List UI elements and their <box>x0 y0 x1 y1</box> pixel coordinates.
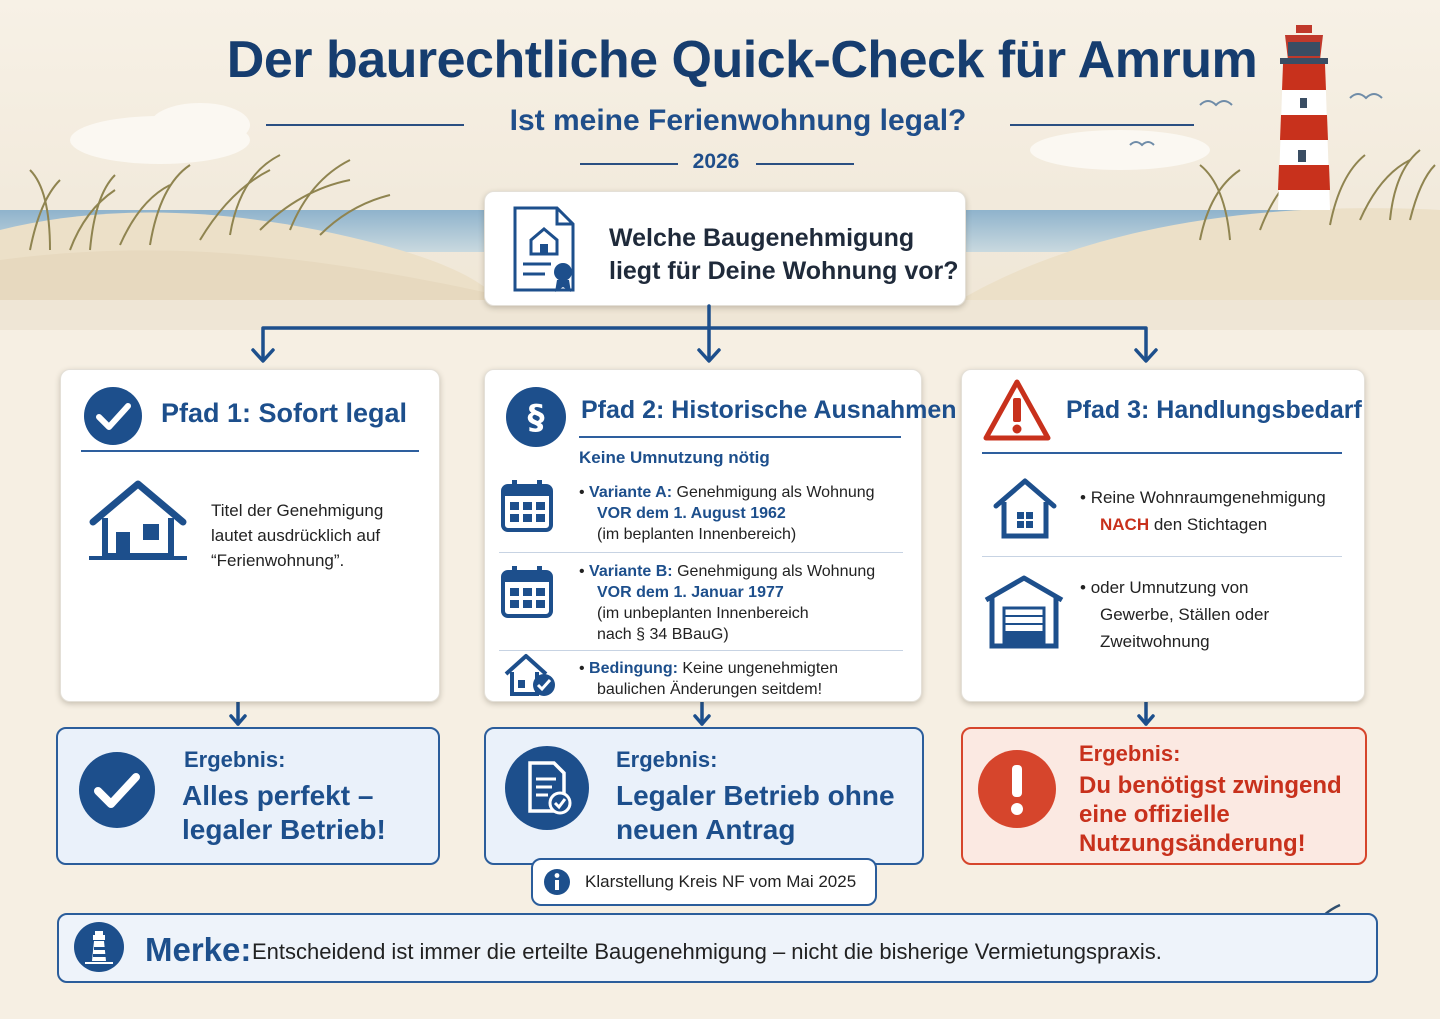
condition-text: Keine ungenehmigten <box>682 660 839 677</box>
divider <box>81 450 419 452</box>
house-check-icon <box>503 652 557 698</box>
variant-a-label: Variante A: <box>589 484 673 501</box>
divider <box>579 436 901 438</box>
warning-icon <box>982 378 1052 444</box>
bullet-text: Gewerbe, Ställen oder <box>1100 605 1270 624</box>
question-line: Welche Baugenehmigung <box>609 224 915 252</box>
path3-card <box>961 369 1365 702</box>
result-line: neuen Antrag <box>616 814 796 845</box>
result-label: Ergebnis: <box>616 747 718 772</box>
clarification-note <box>531 858 877 906</box>
divider <box>499 650 903 651</box>
path1-title: Pfad 1: Sofort legal <box>161 398 408 428</box>
exclamation-icon <box>977 749 1057 829</box>
divider <box>982 452 1342 454</box>
path3-bullet1: • Reine Wohnraumgenehmigung NACH den Stichtagen <box>1080 488 1326 534</box>
variant-b-note: nach § 34 BBauG) <box>597 626 729 643</box>
merke-label: Merke: <box>145 931 252 968</box>
bullet-text: Zweitwohnung <box>1100 632 1210 651</box>
bullet-text: den Stichtagen <box>1153 515 1268 534</box>
path1-result <box>56 727 440 865</box>
calendar-icon <box>499 478 555 534</box>
result-line: eine offizielle <box>1079 801 1230 828</box>
info-icon <box>543 868 571 896</box>
result-line: Nutzungsänderung! <box>1079 830 1306 857</box>
path3-bullet2: • oder Umnutzung von Gewerbe, Ställen oder Zweitwohnung <box>1080 574 1269 655</box>
note-text: Klarstellung Kreis NF vom Mai 2025 <box>585 872 857 891</box>
year-label: 2026 <box>692 150 740 173</box>
calendar-icon <box>499 564 555 620</box>
variant-b: • Variante B: Genehmigung als Wohnung VOR dem 1. Januar 1977 (im unbeplanten Innenbereich nach § 34 BBauG) <box>579 563 876 643</box>
divider <box>499 552 903 553</box>
nach-highlight: NACH <box>1100 515 1150 534</box>
condition: • Bedingung: Keine ungenehmigten baulichen Änderungen seitdem! <box>579 660 839 698</box>
result-line: Du benötigst zwingend <box>1079 772 1342 799</box>
merke-bar <box>57 913 1378 983</box>
page-subtitle: Ist meine Ferienwohnung legal? <box>509 104 967 137</box>
question-line: liegt für Deine Wohnung vor? <box>609 257 959 285</box>
bullet-text: Reine Wohnraumgenehmigung <box>1090 488 1326 507</box>
lighthouse-icon <box>73 921 125 973</box>
result-line: Legaler Betrieb ohne <box>616 780 895 811</box>
path1-description <box>211 498 383 573</box>
variant-b-label: Variante B: <box>589 563 673 580</box>
result-text <box>616 779 895 847</box>
variant-a: • Variante A: Genehmigung als Wohnung VOR dem 1. August 1962 (im beplanten Innenbereich) <box>579 484 875 543</box>
variant-a-text: Genehmigung als Wohnung <box>676 484 875 501</box>
condition-text: baulichen Änderungen seitdem! <box>597 681 823 698</box>
variant-b-date: VOR dem 1. Januar 1977 <box>597 584 784 601</box>
description-line: lautet ausdrücklich auf <box>211 526 381 545</box>
document-check-icon <box>504 745 590 831</box>
paragraph-icon <box>505 386 567 448</box>
result-text <box>182 779 386 847</box>
divider <box>982 556 1342 557</box>
result-line: Alles perfekt – <box>182 780 374 811</box>
barn-icon <box>982 572 1066 650</box>
page-title: Der baurechtliche Quick-Check für Amrum <box>226 31 1258 89</box>
svg-text:§: § <box>527 398 545 438</box>
path2-card <box>484 369 957 702</box>
path1-card <box>60 369 440 702</box>
description-line: “Ferienwohnung”. <box>211 551 345 570</box>
house-icon <box>992 476 1058 540</box>
house-icon <box>87 478 189 562</box>
variant-a-date: VOR dem 1. August 1962 <box>597 505 786 522</box>
result-line: legaler Betrieb! <box>182 814 386 845</box>
variant-b-note: (im unbeplanten Innenbereich <box>597 605 809 622</box>
result-label: Ergebnis: <box>184 747 286 772</box>
description-line: Titel der Genehmigung <box>211 501 384 520</box>
path3-title: Pfad 3: Handlungsbedarf <box>1066 396 1362 424</box>
merke-text: Entscheidend ist immer die erteilte Baugenehmigung – nicht die bisherige Vermietungspraxis. <box>252 939 1162 964</box>
variant-a-note: (im beplanten Innenbereich) <box>597 526 797 543</box>
path2-title: Pfad 2: Historische Ausnahmen <box>581 396 957 424</box>
result-text <box>1079 771 1342 858</box>
condition-label: Bedingung: <box>589 660 678 677</box>
path3-result <box>961 727 1367 865</box>
variant-b-text: Genehmigung als Wohnung <box>677 563 876 580</box>
result-label: Ergebnis: <box>1079 741 1181 766</box>
bullet-text: oder Umnutzung von <box>1090 578 1249 597</box>
path2-result <box>484 727 924 865</box>
checkmark-icon <box>78 751 156 829</box>
checkmark-icon <box>83 386 143 446</box>
path2-subtitle: Keine Umnutzung nötig <box>579 448 770 467</box>
